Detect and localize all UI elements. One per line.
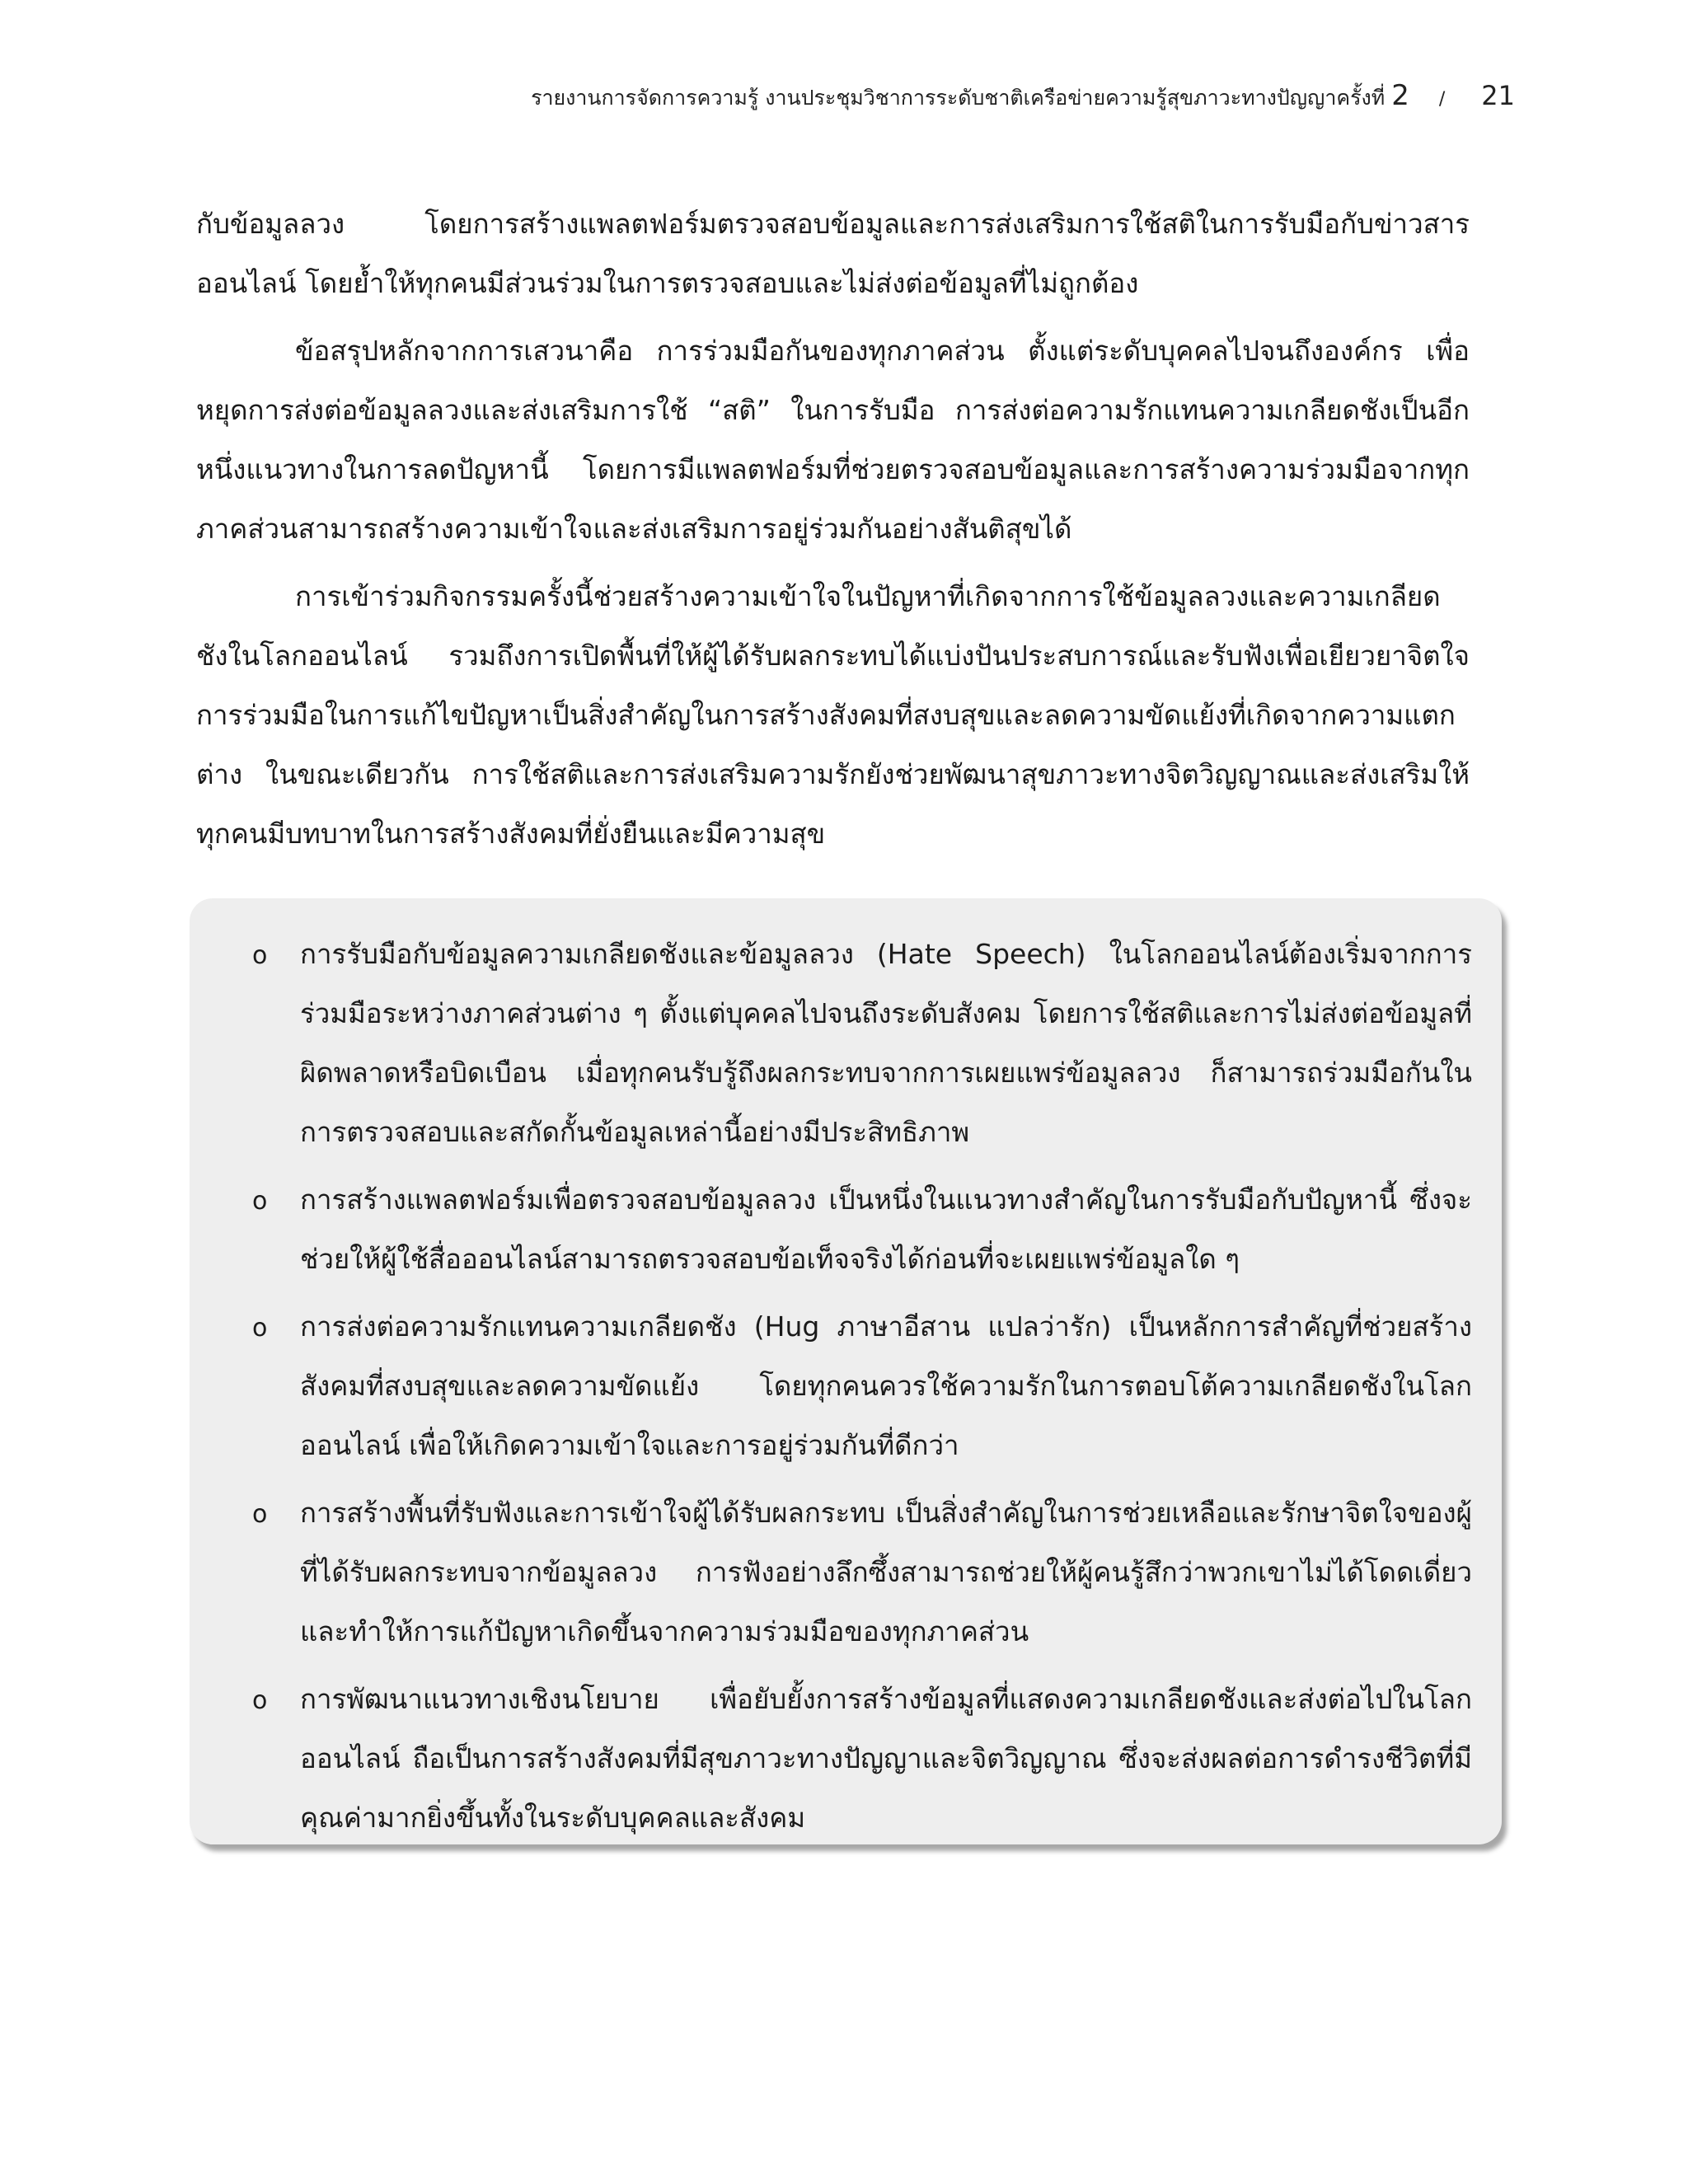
list-item-text: การพัฒนาแนวทางเชิงนโยบาย เพื่อยับยั้งการสร้างข้อมูลที่แสดงความเกลียดชังและส่งต่อไปในโลกออนไลน์ ถือเป็นการสร้างสังคมที่มีสุขภาวะทางปัญญาและจิตวิญญาณ ซึ่งจะส่งผลต่อการดำรงชีวิตที่มีคุณค่ามากยิ่งขึ้นทั้งในระดับบุคคลและสังคม [300, 1683, 1472, 1834]
bullet-circle-icon: o [252, 941, 268, 970]
list-item-text: การรับมือกับข้อมูลความเกลียดชังและข้อมูลลวง (Hate Speech) ในโลกออนไลน์ต้องเริ่มจากการร่วมมือระหว่างภาคส่วนต่าง ๆ ตั้งแต่บุคคลไปจนถึงระดับสังคม โดยการใช้สติและการไม่ส่งต่อข้อมูลที่ผิดพลาดหรือบิดเบือน เมื่อทุกคนรับรู้ถึงผลกระทบจากการเผยแพร่ข้อมูลลวง ก็สามารถร่วมมือกันในการตรวจสอบและสกัดกั้นข้อมูลเหล่านี้อย่างมีประสิทธิภาพ [300, 938, 1472, 1148]
summary-list [190, 898, 1502, 1848]
paragraph-conclusion: ข้อสรุปหลักจากการเสวนาคือ การร่วมมือกันของทุกภาคส่วน ตั้งแต่ระดับบุคคลไปจนถึงองค์กร เพื่อหยุดการส่งต่อข้อมูลลวงและส่งเสริมการใช้ “สติ” ในการรับมือ การส่งต่อความรักแทนความเกลียดชังเป็นอีกหนึ่งแนวทางในการลดปัญหานี้ โดยการมีแพลตฟอร์มที่ช่วยตรวจสอบข้อมูลและการสร้างความร่วมมือจากทุกภาคส่วนสามารถสร้างความเข้าใจและส่งเสริมการอยู่ร่วมกันอย่างสันติสุขได้ [196, 335, 1470, 545]
list-item-text: การสร้างพื้นที่รับฟังและการเข้าใจผู้ได้รับผลกระทบ เป็นสิ่งสำคัญในการช่วยเหลือและรักษาจิตใจของผู้ที่ได้รับผลกระทบจากข้อมูลลวง การฟังอย่างลึกซึ้งสามารถช่วยให้ผู้คนรู้สึกว่าพวกเขาไม่ได้โดดเดี่ยว และทำให้การแก้ปัญหาเกิดขึ้นจากความร่วมมือของทุกภาคส่วน [300, 1497, 1472, 1647]
list-item [232, 925, 1472, 1162]
bullet-circle-icon: o [252, 1187, 268, 1216]
header-separator: / [1438, 89, 1446, 110]
list-item [232, 1670, 1472, 1848]
running-header [531, 79, 1515, 115]
bullet-circle-icon: o [252, 1314, 268, 1343]
list-item-text: การส่งต่อความรักแทนความเกลียดชัง (Hug ภาษาอีสาน แปลว่ารัก) เป็นหลักการสำคัญที่ช่วยสร้างสังคมที่สงบสุขและลดความขัดแย้ง โดยทุกคนควรใช้ความรักในการตอบโต้ความเกลียดชังในโลกออนไลน์ เพื่อให้เกิดความเข้าใจและการอยู่ร่วมกันที่ดีกว่า [300, 1310, 1472, 1461]
summary-box [190, 898, 1502, 1844]
list-item [232, 1170, 1472, 1289]
bullet-circle-icon: o [252, 1500, 268, 1529]
page-number: 21 [1481, 80, 1515, 111]
header-volume-number: 2 [1391, 79, 1409, 112]
header-title: รายงานการจัดการความรู้ งานประชุมวิชาการระดับชาติเครือข่ายความรู้สุขภาวะทางปัญญาครั้งที่ [531, 86, 1386, 110]
bullet-circle-icon: o [252, 1686, 268, 1715]
paragraph-continuation: กับข้อมูลลวง โดยการสร้างแพลตฟอร์มตรวจสอบข้อมูลและการส่งเสริมการใช้สติในการรับมือกับข่าวสารออนไลน์ โดยย้ำให้ทุกคนมีส่วนร่วมในการตรวจสอบและไม่ส่งต่อข้อมูลที่ไม่ถูกต้อง [196, 208, 1470, 299]
list-item [232, 1483, 1472, 1661]
body-text [196, 194, 1470, 872]
list-item-text: การสร้างแพลตฟอร์มเพื่อตรวจสอบข้อมูลลวง เป็นหนึ่งในแนวทางสำคัญในการรับมือกับปัญหานี้ ซึ่งจะช่วยให้ผู้ใช้สื่อออนไลน์สามารถตรวจสอบข้อเท็จจริงได้ก่อนที่จะเผยแพร่ข้อมูลใด ๆ [300, 1183, 1472, 1275]
paragraph-reflection: การเข้าร่วมกิจกรรมครั้งนี้ช่วยสร้างความเข้าใจในปัญหาที่เกิดจากการใช้ข้อมูลลวงและความเกลียดชังในโลกออนไลน์ รวมถึงการเปิดพื้นที่ให้ผู้ได้รับผลกระทบได้แบ่งปันประสบการณ์และรับฟังเพื่อเยียวยาจิตใจ การร่วมมือในการแก้ไขปัญหาเป็นสิ่งสำคัญในการสร้างสังคมที่สงบสุขและลดความขัดแย้งที่เกิดจากความแตกต่าง ในขณะเดียวกัน การใช้สติและการส่งเสริมความรักยังช่วยพัฒนาสุขภาวะทางจิตวิญญาณและส่งเสริมให้ทุกคนมีบทบาทในการสร้างสังคมที่ยั่งยืนและมีความสุข [196, 580, 1470, 850]
list-item [232, 1297, 1472, 1475]
